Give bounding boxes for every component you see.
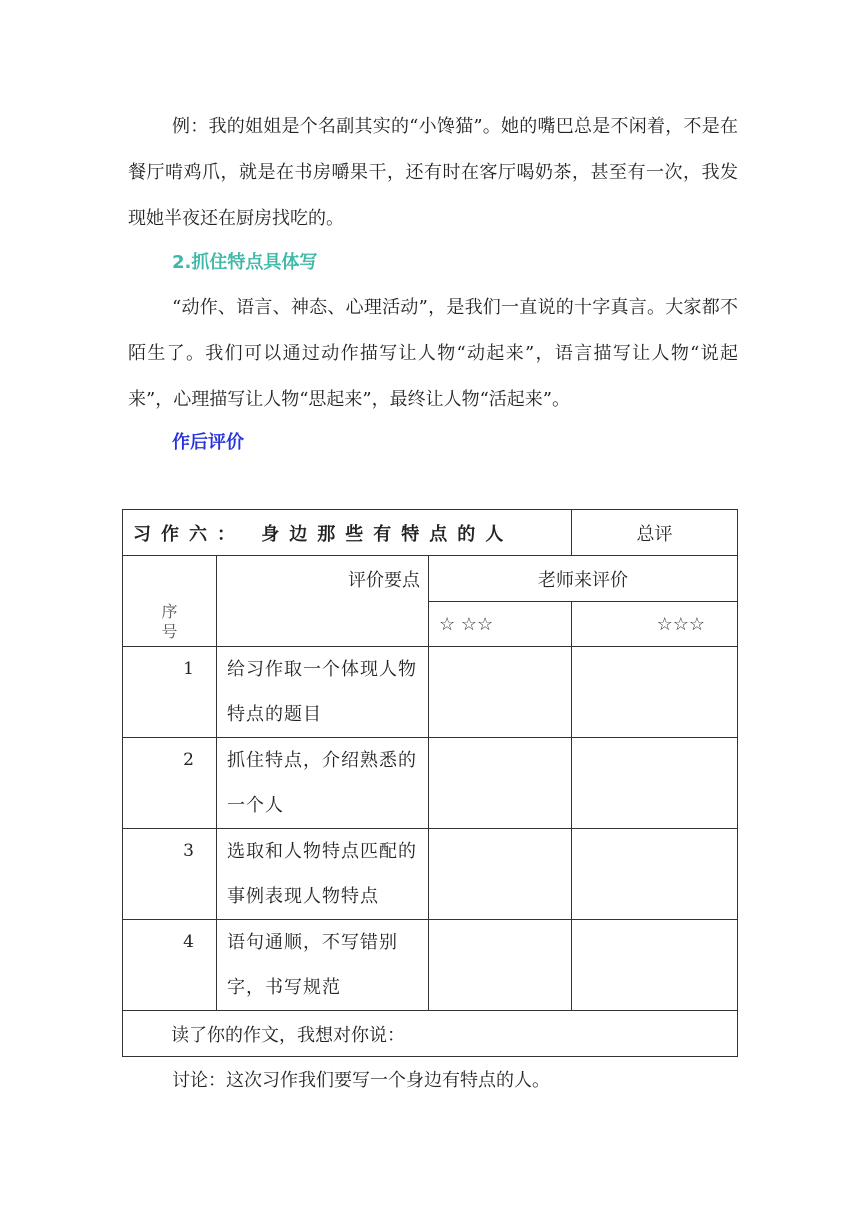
- row-number: 4: [123, 920, 217, 1011]
- table-row: [123, 738, 738, 829]
- teacher-header: 老师来评价: [429, 556, 738, 602]
- rating-cell: [429, 647, 572, 738]
- rating-cell: [429, 920, 572, 1011]
- seq-header: [123, 556, 217, 647]
- rating-cell: [572, 647, 738, 738]
- tips-paragraph: “动作、语言、神态、心理活动”，是我们一直说的十字真言。大家都不陌生了。我们可以通过动作描写让人物“动起来”，语言描写让人物“说起来”，心理描写让人物“思起来”，最终让人物“活起来”。: [128, 297, 738, 410]
- stars-high: ☆☆☆: [572, 602, 738, 647]
- rating-cell: [572, 738, 738, 829]
- row-criterion: 语句通顺，不写错别字，书写规范: [217, 920, 429, 1011]
- rating-cell: [429, 738, 572, 829]
- table-row: [123, 647, 738, 738]
- discussion-paragraph: 讨论：这次习作我们要写一个身边有特点的人。: [172, 1070, 550, 1091]
- row-criterion: 选取和人物特点匹配的事例表现人物特点: [217, 829, 429, 920]
- section-heading: 2.抓住特点具体写: [172, 252, 318, 273]
- row-number: 1: [123, 647, 217, 738]
- overall-label: 总评: [572, 510, 738, 556]
- seq-header-text: 序号: [161, 602, 178, 641]
- row-criterion: 抓住特点，介绍熟悉的一个人: [217, 738, 429, 829]
- example-paragraph: 例：我的姐姐是个名副其实的“小馋猫”。她的嘴巴总是不闲着，不是在餐厅啃鸡爪，就是在书房嚼果干，还有时在客厅喝奶茶，甚至有一次，我发现她半夜还在厨房找吃的。: [128, 116, 738, 229]
- comment-prompt: 读了你的作文，我想对你说：: [123, 1011, 738, 1057]
- table-row: [123, 829, 738, 920]
- rating-cell: [572, 920, 738, 1011]
- evaluation-table: [122, 509, 738, 1057]
- rating-cell: [572, 829, 738, 920]
- row-number: 2: [123, 738, 217, 829]
- table-row: [123, 920, 738, 1011]
- evaluation-heading: 作后评价: [172, 432, 244, 453]
- row-criterion: 给习作取一个体现人物特点的题目: [217, 647, 429, 738]
- row-number: 3: [123, 829, 217, 920]
- stars-low: ☆ ☆☆: [429, 602, 572, 647]
- rating-cell: [429, 829, 572, 920]
- criteria-header: 评价要点: [217, 556, 429, 647]
- table-title: 习作六： 身边那些有特点的人: [123, 510, 572, 556]
